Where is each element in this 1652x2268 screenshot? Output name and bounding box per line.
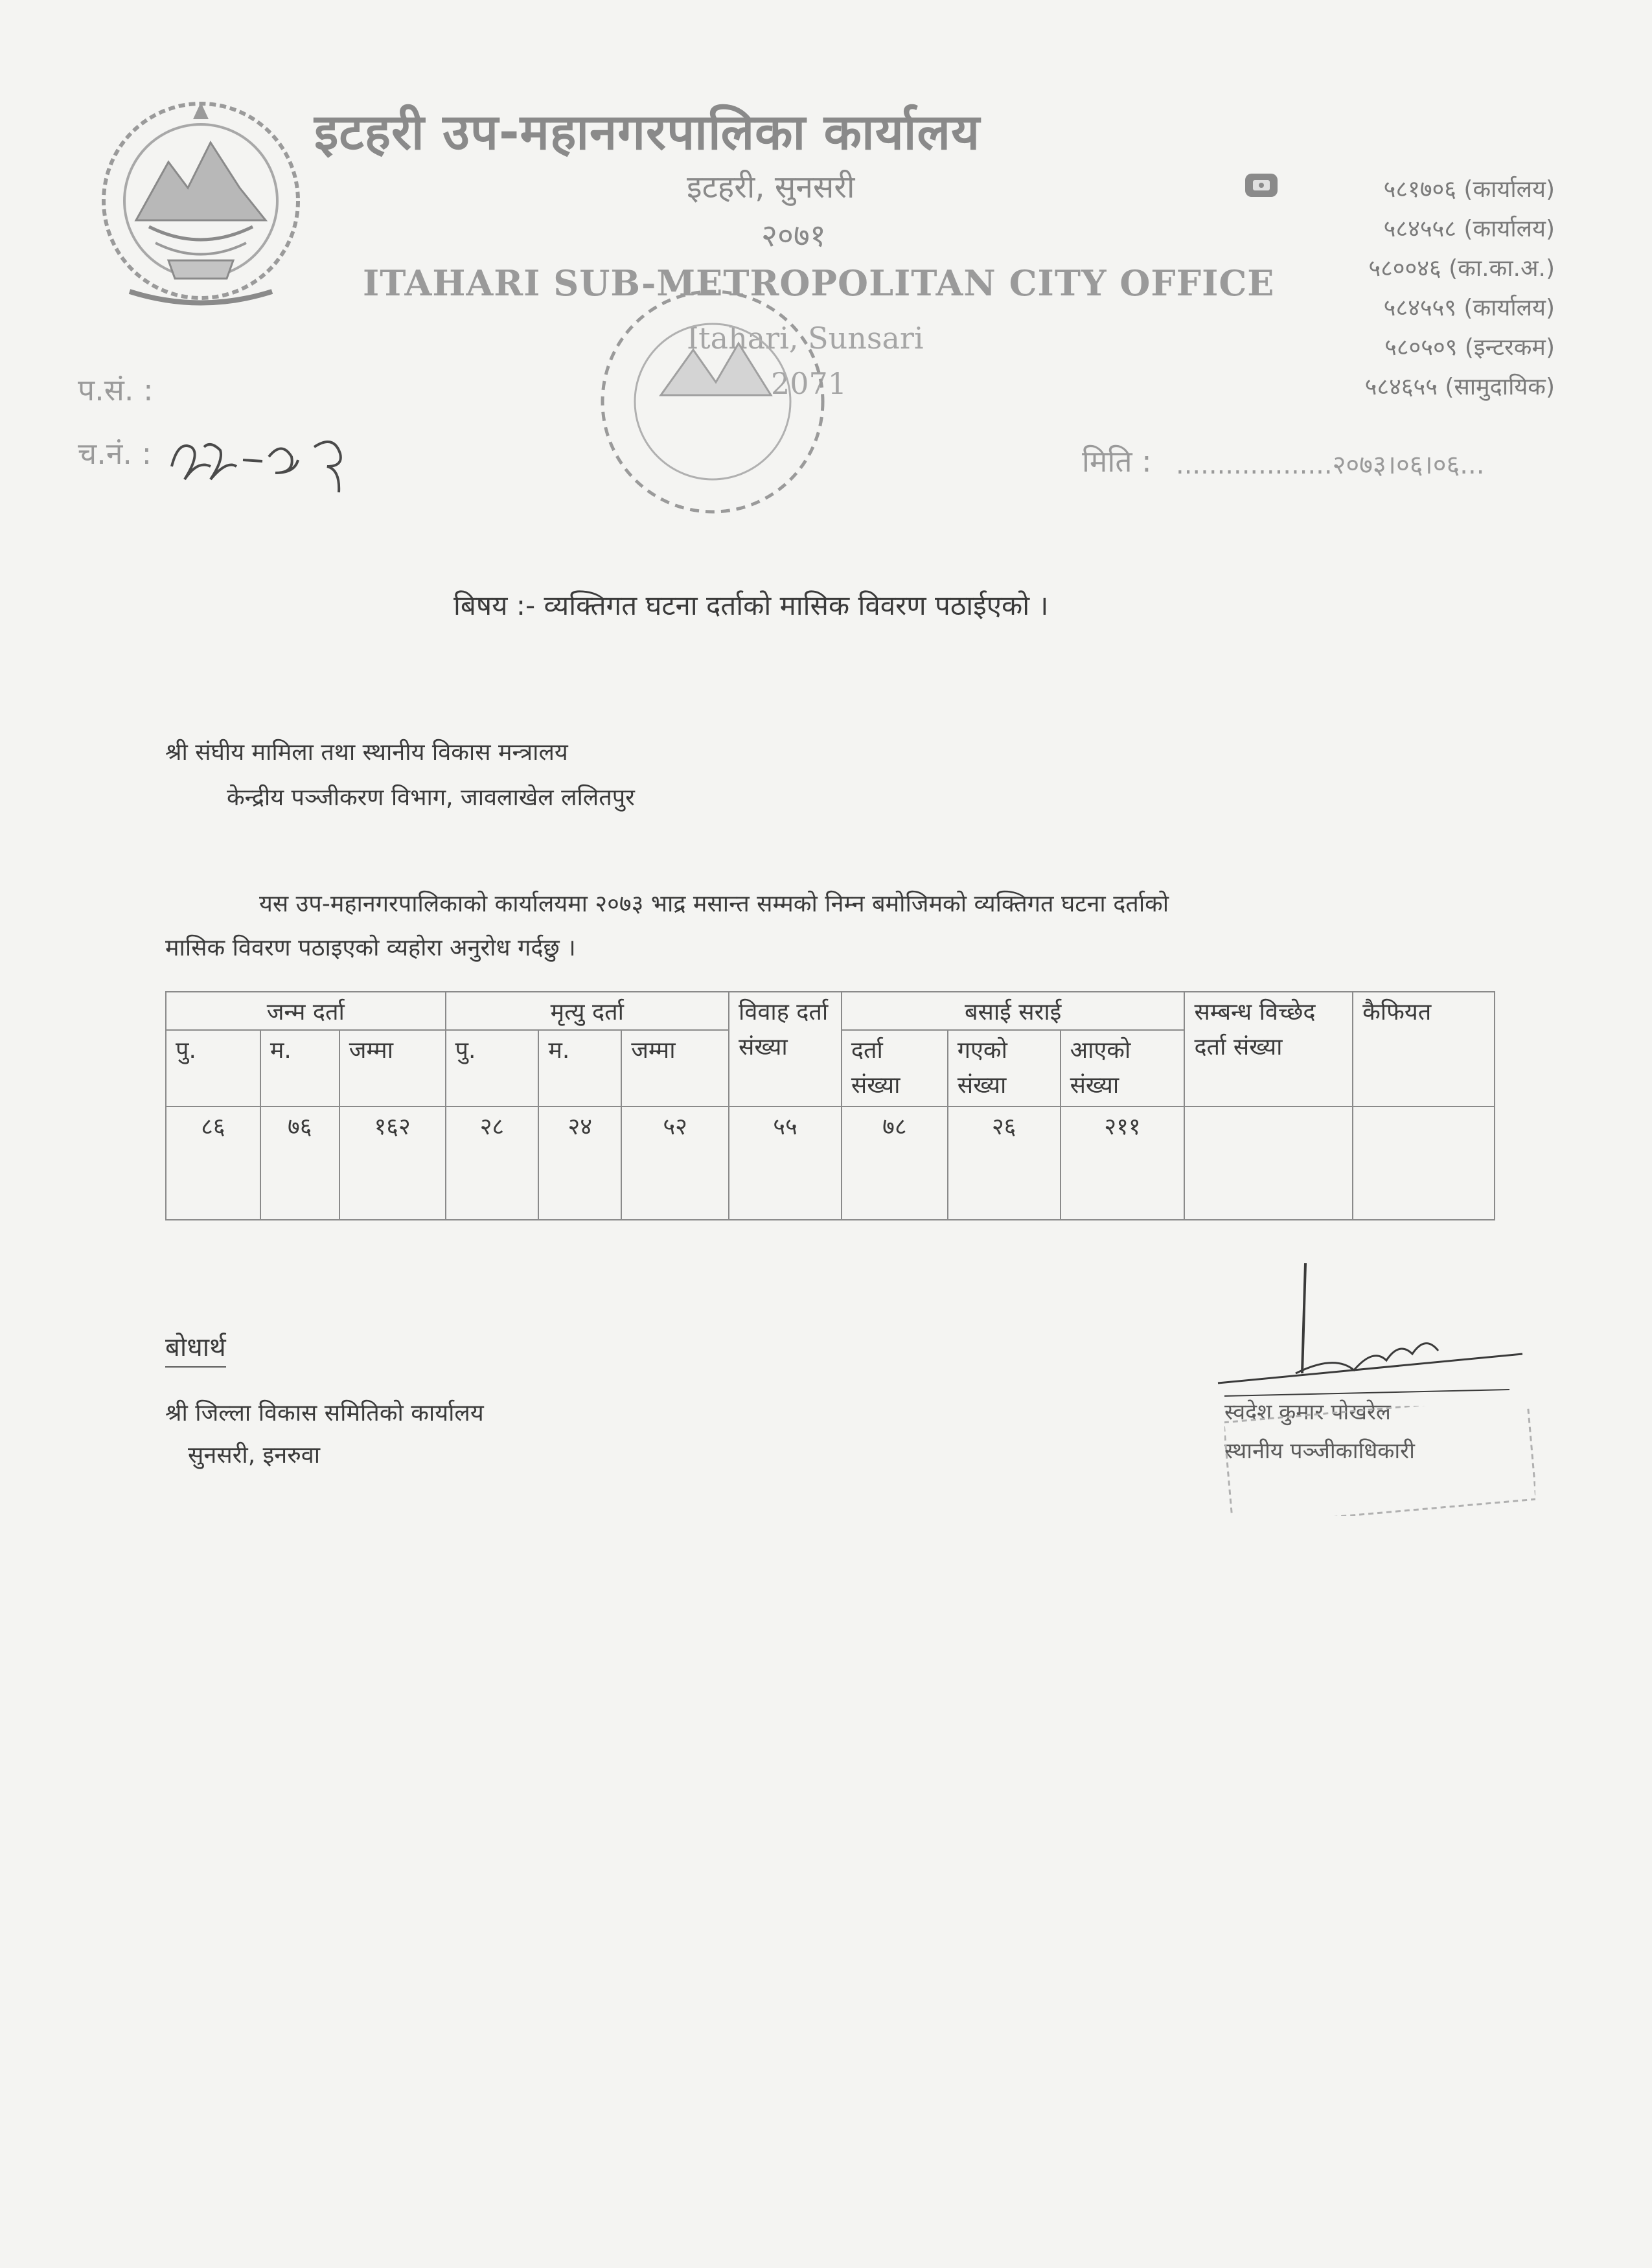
migration-registered-value: ७८ [842,1106,948,1220]
phone-number: ५८०५०९ (इन्टरकम) [1384,334,1555,361]
ps-label: प.सं. : [78,372,154,407]
recipient-line-1: श्री संघीय मामिला तथा स्थानीय विकास मन्त्रालय [165,739,568,766]
table-row [166,1106,1495,1220]
municipality-emblem [91,91,311,311]
body-line-2: मासिक विवरण पठाइएको व्यहोरा अनुरोध गर्दछु । [165,935,576,961]
death-male-header: पु. [446,1030,539,1106]
migration-registered-header: दर्ता संख्या [842,1030,948,1106]
office-title-nepali: इटहरी उप-महानगरपालिका कार्यालय [314,103,981,161]
birth-registration-header: जन्म दर्ता [166,992,446,1030]
cn-label: च.नं. : [78,436,152,471]
recipient-line-2: केन्द्रीय पञ्जीकरण विभाग, जावलाखेल ललितपुर [227,785,635,811]
signatory-name: स्वदेश कुमार पोखरेल [1224,1399,1391,1425]
remarks-value [1353,1106,1495,1220]
death-female-value: २४ [538,1106,621,1220]
signatory-rubber-stamp [1224,1406,1535,1516]
office-year-nepali: २०७१ [761,218,826,254]
body-line-1: यस उप-महानगरपालिकाको कार्यालयमा २०७३ भाद्र मसान्त सम्मको निम्न बमोजिमको व्यक्तिगत घटना दर्ताको [259,891,1169,917]
divorce-registration-header: सम्बन्ध विच्छेद दर्ता संख्या [1184,992,1353,1106]
death-total-header: जम्मा [621,1030,729,1106]
phone-list [1244,170,1555,407]
birth-female-value: ७६ [260,1106,339,1220]
birth-total-value: १६२ [339,1106,446,1220]
migration-out-value: २६ [948,1106,1061,1220]
office-title-english: ITAHARI SUB-METROPOLITAN CITY OFFICE [363,262,1275,304]
death-male-value: २८ [446,1106,539,1220]
signatory-title: स्थानीय पञ्जीकाधिकारी [1224,1438,1415,1464]
death-registration-header: मृत्यु दर्ता [446,992,729,1030]
birth-male-value: ८६ [166,1106,260,1220]
handwritten-signature [1205,1257,1529,1412]
remarks-header: कैफियत [1353,992,1495,1106]
phone-number: ५८१७०६ (कार्यालय) [1383,176,1555,203]
phone-number: ५८४५५८ (कार्यालय) [1383,216,1555,242]
migration-header: बसाई सराई [842,992,1185,1030]
handwritten-cn-number [165,421,360,499]
letter-body [165,882,1500,970]
marriage-value: ५५ [729,1106,842,1220]
phone-number: ५८४६५५ (सामुदायिक) [1364,374,1555,400]
migration-in-header: आएको संख्या [1061,1030,1185,1106]
phone-number: ५८००४६ (का.का.अ.) [1368,255,1555,282]
cc-line-2: सुनसरी, इनरुवा [188,1442,321,1469]
office-address-english: Itahari, Sunsari [687,321,924,356]
phone-number: ५८४५५९ (कार्यालय) [1383,295,1555,321]
table-group-header [166,992,1495,1030]
migration-out-header: गएको संख्या [948,1030,1061,1106]
migration-in-value: २११ [1061,1106,1185,1220]
birth-female-header: म. [260,1030,339,1106]
office-round-stamp [564,272,862,531]
cc-heading: बोधार्थ [165,1328,226,1368]
death-total-value: ५२ [621,1106,729,1220]
death-female-header: म. [538,1030,621,1106]
office-address-nepali: इटहरी, सुनसरी [687,169,855,205]
date-value: ...................२०७३।०६।०६... [1176,450,1485,480]
birth-total-header: जम्मा [339,1030,446,1106]
letter-subject: बिषय :- व्यक्तिगत घटना दर्ताको मासिक विवरण पठाईएको । [453,590,1049,621]
vital-registration-table [165,991,1495,1220]
divorce-value [1184,1106,1353,1220]
marriage-registration-header: विवाह दर्ता संख्या [729,992,842,1106]
date-label: मिति : [1082,444,1152,479]
office-year-english: 2071 [771,366,847,401]
birth-male-header: पु. [166,1030,260,1106]
cc-line-1: श्री जिल्ला विकास समितिको कार्यालय [165,1400,484,1426]
